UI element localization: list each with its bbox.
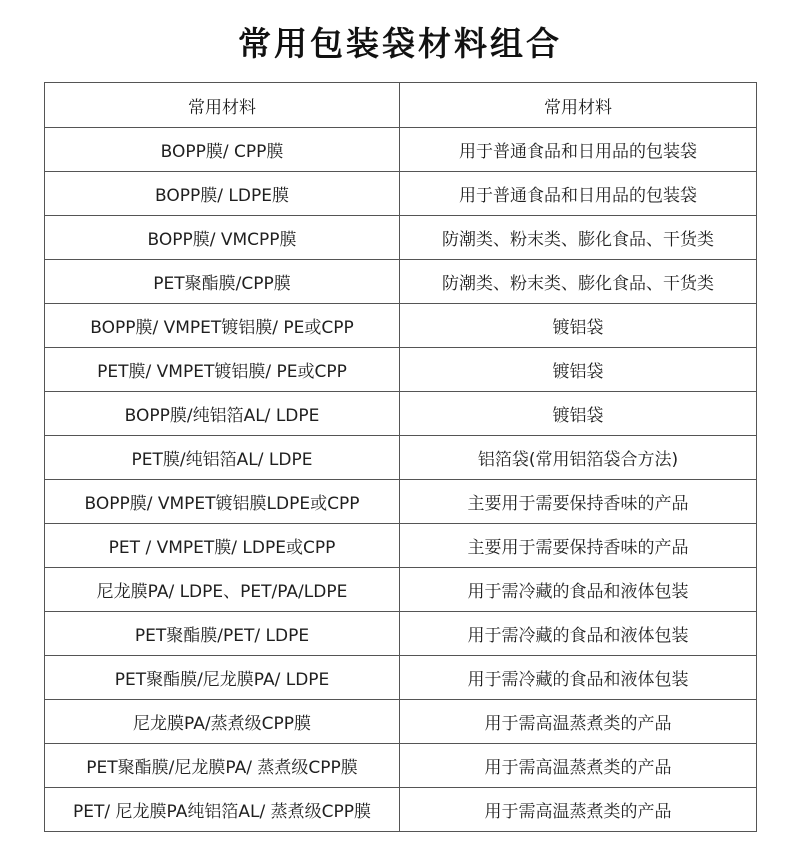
material-cell: PET膜/纯铝箔AL/ LDPE <box>45 436 400 480</box>
material-cell: BOPP膜/ CPP膜 <box>45 128 400 172</box>
material-cell: BOPP膜/ VMCPP膜 <box>45 216 400 260</box>
table-row <box>45 172 757 216</box>
usage-cell: 用于需高温蒸煮类的产品 <box>400 788 757 832</box>
table-row <box>45 392 757 436</box>
table-row <box>45 568 757 612</box>
table-row <box>45 612 757 656</box>
usage-cell: 用于需冷藏的食品和液体包装 <box>400 656 757 700</box>
usage-cell: 镀铝袋 <box>400 392 757 436</box>
table-row <box>45 348 757 392</box>
material-cell: PET/ 尼龙膜PA纯铝箔AL/ 蒸煮级CPP膜 <box>45 788 400 832</box>
table-row <box>45 788 757 832</box>
table-row <box>45 260 757 304</box>
usage-cell: 主要用于需要保持香味的产品 <box>400 524 757 568</box>
usage-cell: 用于普通食品和日用品的包装袋 <box>400 128 757 172</box>
usage-cell: 镀铝袋 <box>400 348 757 392</box>
page-title: 常用包装袋材料组合 <box>238 24 562 63</box>
material-cell: 尼龙膜PA/蒸煮级CPP膜 <box>45 700 400 744</box>
table-row <box>45 436 757 480</box>
usage-cell: 用于需冷藏的食品和液体包装 <box>400 612 757 656</box>
material-cell: PET / VMPET膜/ LDPE或CPP <box>45 524 400 568</box>
material-cell: PET聚酯膜/CPP膜 <box>45 260 400 304</box>
material-cell: PET聚酯膜/PET/ LDPE <box>45 612 400 656</box>
table-header <box>45 83 757 128</box>
table-row <box>45 700 757 744</box>
material-cell: PET聚酯膜/尼龙膜PA/ 蒸煮级CPP膜 <box>45 744 400 788</box>
table-row <box>45 656 757 700</box>
material-cell: BOPP膜/纯铝箔AL/ LDPE <box>45 392 400 436</box>
usage-cell: 主要用于需要保持香味的产品 <box>400 480 757 524</box>
header-cell-materials: 常用材料 <box>45 83 400 128</box>
usage-cell: 防潮类、粉末类、膨化食品、干货类 <box>400 216 757 260</box>
material-cell: 尼龙膜PA/ LDPE、PET/PA/LDPE <box>45 568 400 612</box>
usage-cell: 防潮类、粉末类、膨化食品、干货类 <box>400 260 757 304</box>
table-row <box>45 128 757 172</box>
usage-cell: 用于需冷藏的食品和液体包装 <box>400 568 757 612</box>
table-row <box>45 524 757 568</box>
material-cell: BOPP膜/ VMPET镀铝膜/ PE或CPP <box>45 304 400 348</box>
material-cell: BOPP膜/ VMPET镀铝膜LDPE或CPP <box>45 480 400 524</box>
header-row <box>45 83 757 128</box>
table-body <box>45 128 757 832</box>
table-row <box>45 216 757 260</box>
table-row <box>45 744 757 788</box>
material-cell: PET聚酯膜/尼龙膜PA/ LDPE <box>45 656 400 700</box>
material-cell: BOPP膜/ LDPE膜 <box>45 172 400 216</box>
usage-cell: 镀铝袋 <box>400 304 757 348</box>
usage-cell: 用于需高温蒸煮类的产品 <box>400 744 757 788</box>
usage-cell: 用于需高温蒸煮类的产品 <box>400 700 757 744</box>
table-row <box>45 480 757 524</box>
table-row <box>45 304 757 348</box>
usage-cell: 用于普通食品和日用品的包装袋 <box>400 172 757 216</box>
materials-table <box>44 82 757 832</box>
material-cell: PET膜/ VMPET镀铝膜/ PE或CPP <box>45 348 400 392</box>
header-cell-usage: 常用材料 <box>400 83 757 128</box>
usage-cell: 铝箔袋(常用铝箔袋合方法) <box>400 436 757 480</box>
